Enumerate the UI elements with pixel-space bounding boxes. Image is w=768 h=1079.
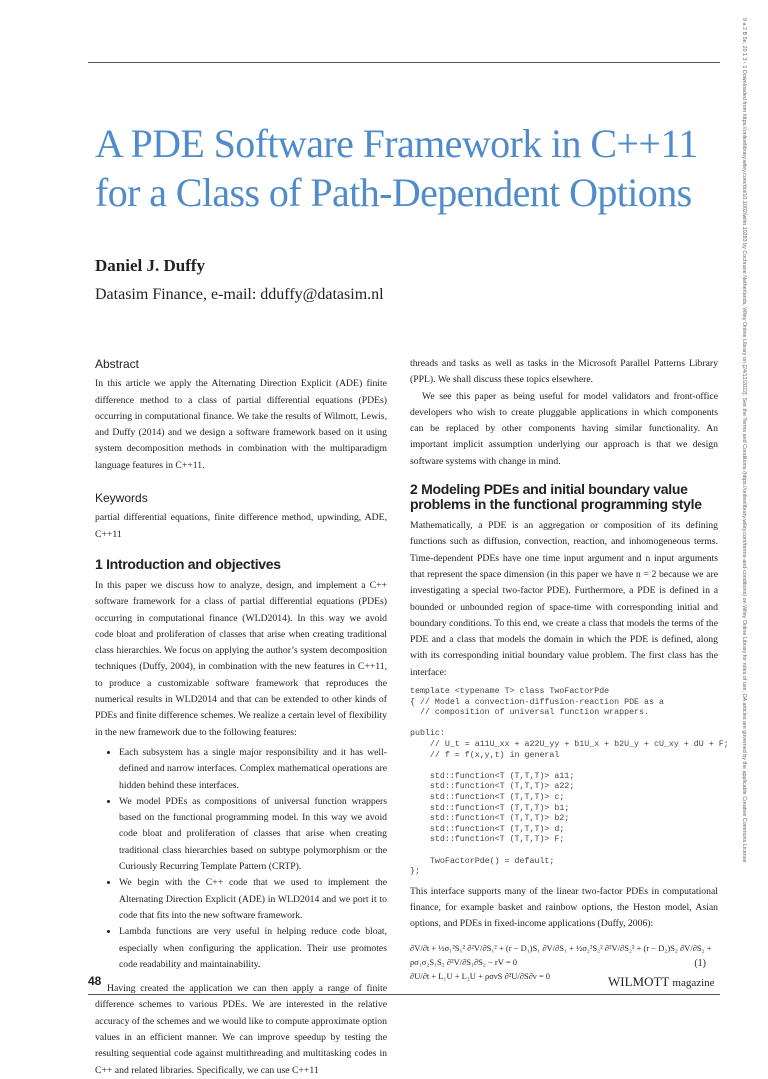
top-rule	[88, 62, 720, 63]
equation-line-2: ∂U/∂t + L₁U + L₂U + ρσνS ∂²U/∂S∂ν = 0	[410, 970, 551, 981]
section-1-para-2: Having created the application we can then apply a range of finite difference schemes to various PDEs. We are interested in the relative accuracy of the schemes and we would like to compute approximate option values in an efficient manner. We can improve speedup by testing the resulting sequential code against multithreading and multitasking codes in C++ and related libraries. Specifically, we can use C++11	[95, 983, 387, 1076]
keywords-heading: Keywords	[95, 491, 148, 506]
list-item: • Each subsystem has a single major responsibility and it has well-defined and narrow interfaces. Complex mathematical operations are hidden behind these interfaces.	[119, 745, 387, 794]
list-item: • We begin with the C++ code that we used to implement the Alternating Direction Explicit (ADE) in WLD2014 and we port it to code that fits into the new software framework.	[119, 875, 387, 924]
page-number: 48	[88, 974, 102, 988]
magazine-title: WILMOTT	[608, 974, 670, 989]
left-column	[95, 356, 387, 1079]
article-title: A PDE Software Framework in C++11 for a Class of Path-Dependent Options	[95, 121, 698, 215]
download-notice-text: 9 a 2 B 5e, 20 1 3 ‹ 1 Downloaded from https://onlinelibrary.wiley.com/doi/10.1002/wilm.10283 by Cochrane Netherlands, Wiley Online Library on [24/12/2022]. See the Terms and Conditions (https://onlinelibrary.wiley.com/terms-and-conditions) on Wiley Online Library for rules of use; OA articles are governed by the applicable Creative Commons License	[741, 18, 747, 863]
right-column	[410, 356, 729, 991]
magazine-name	[608, 974, 715, 990]
author-affiliation: Datasim Finance, e-mail: dduffy@datasim.nl	[95, 286, 384, 303]
code-listing: template <typename T> class TwoFactorPde { // Model a convection-diffusion-reaction PDE as a // composition of universal function wrappers. public: // U_t = a11U_xx + a22U_yy + b1U_x + b2U_y + cU_xy + dU + F; // f = f(x,y,t) in general std::function<T (T,T,T)> a11; std::function<T (T,T,T)> a22; std::function<T (T,T,T)> c; std::function<T (T,T,T)> b1; std::function<T (T,T,T)> b2; std::function<T (T,T,T)> d; std::function<T (T,T,T)> F; TwoFactorPde() = default; };	[410, 687, 729, 877]
magazine-suffix: magazine	[672, 977, 715, 989]
section-2-para-2: This interface supports many of the linear two-factor PDEs in computational finance, for example basket and rainbow options, the Heston model, Asian options, and PDEs in fixed-income applications (Duffy, 2006):	[410, 885, 718, 930]
list-item: • We model PDEs as compositions of universal function wrappers based on the functional programming model. In this way we avoid code bloat and proliferation of classes that arise when creating traditional class hierarchies based on subtype polymorphism or the Curiously Recurring Template Pattern (CRTP).	[119, 794, 387, 875]
right-para-2: We see this paper as being useful for model validators and front-office developers who wish to create pluggable applications in which components can be replaced by other components having similar functionality. An important implicit assumption underlying our approach is that we design software systems with change in mind.	[410, 390, 718, 467]
section-2-heading: 2 Modeling PDEs and initial boundary value problems in the functional programming style	[410, 481, 702, 513]
section-2-para-1: Mathematically, a PDE is an aggregation or composition of its defining functions such as diffusion, convection, reaction, and inhomogeneous terms. Time-dependent PDEs have one time input argument and n input arguments that represent the space dimension (in this paper we have n = 2 because we are investigating a special two-factor PDE). Furthermore, a PDE is defined in a bounded or unbounded region of space-time with corresponding initial and boundary conditions. To this end, we create a class that models the terms of the PDE and a class that models the domain in which the PDE is defined, along with its corresponding initial boundary value problem. The first class has the interface:	[410, 520, 718, 678]
download-notice	[740, 18, 756, 1008]
equation-number: (1)	[694, 957, 706, 969]
bottom-rule	[88, 994, 720, 995]
author-name: Daniel J. Duffy	[95, 256, 206, 275]
equation-line-1: ∂V/∂t + ½σ₁²S₁² ∂²V/∂S₁² + (r − D₁)S₁ ∂V/∂S₁ + ½σ₂²S₂² ∂²V/∂S₂² + (r − D₂)S₂ ∂V/∂S₂ + ρσ₁σ₂S₁S₂ ∂²V/∂S₁∂S₂ − rV = 0	[410, 942, 712, 967]
section-1-para-1: In this paper we discuss how to analyze, design, and implement a C++ software framework for a class of partial differential equations (PDEs) occurring in computational finance (WLD2014). In this way we avoid code bloat and proliferation of classes that arise when creating traditional class hierarchies. We focus on applying the author’s system decomposition techniques (Duffy, 2004), in combination with the new features in C++11, to produce a customizable software framework that reproduces the numerical results in WLD2014 and that can be extended to other kinds of PDEs and finite difference schemes. We realize a certain level of flexibility in the new framework due to the following features:	[95, 579, 387, 738]
feature-list	[95, 745, 387, 973]
abstract-heading: Abstract	[95, 357, 140, 371]
section-1-heading: 1 Introduction and objectives	[95, 555, 281, 572]
keywords-text: partial differential equations, finite difference method, upwinding, ADE, C++11	[95, 512, 387, 540]
list-item: • Lambda functions are very useful in helping reduce code bloat, especially when configuring the application. Their use promotes code readability and maintainability.	[119, 924, 387, 973]
abstract-text: In this article we apply the Alternating Direction Explicit (ADE) finite difference method to a class of partial differential equations (PDEs) occurring in computational finance. We take the results of Wilmott, Lewis, and Duffy (2014) and we design a software framework based on it using system decomposition methods in combination with the multiparadigm language features in C++11.	[95, 378, 387, 471]
right-para-1: threads and tasks as well as tasks in the Microsoft Parallel Patterns Library (PPL). We shall discuss these topics elsewhere.	[410, 358, 718, 386]
